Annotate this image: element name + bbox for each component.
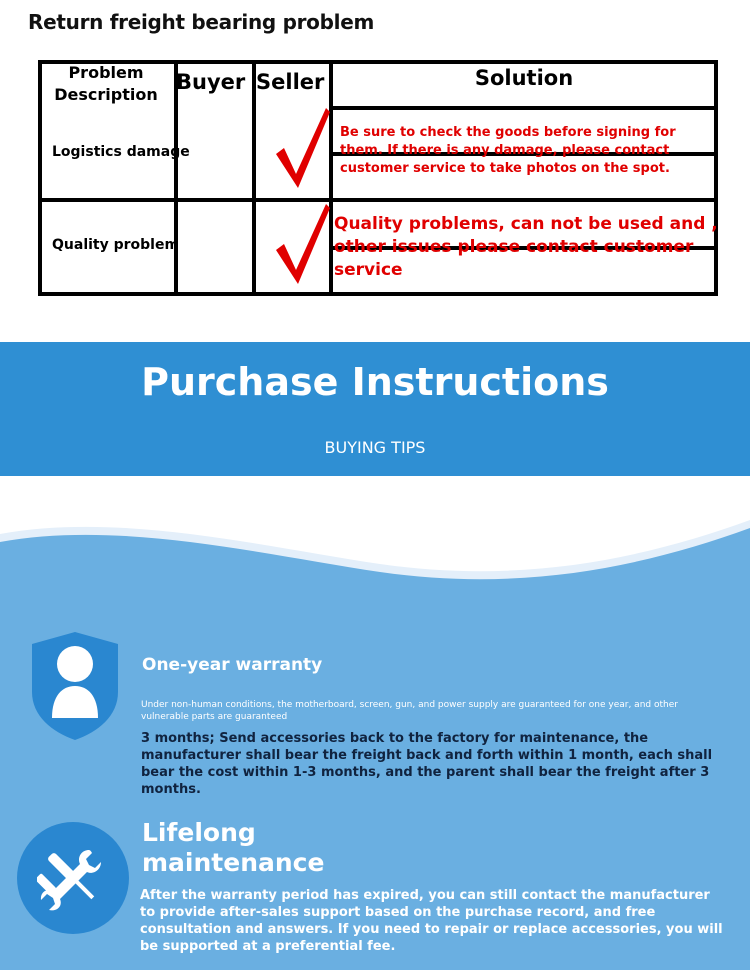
header-problem-description: Problem Description [54,63,158,104]
warranty-small-text: Under non-human conditions, the motherboard, screen, gun, and power supply are guaranteed for one year, and other vulnerable parts are guaranteed [141,700,678,722]
user-shield-icon [30,630,120,742]
page-title: Return freight bearing problem [28,10,375,34]
freight-table [38,60,718,296]
table-divider [174,60,178,296]
maintenance-title: Lifelong maintenance [142,818,325,877]
table-divider [330,106,718,110]
banner-subtitle: BUYING TIPS [324,438,426,457]
maintenance-body: After the warranty period has expired, you can still contact the manufacturer to provide after-sales support based on the purchase record, and free consultation and answers. If you need to repair or replace accessories, you will be supported at a preferential fee. [140,888,723,954]
warranty-body: 3 months; Send accessories back to the factory for maintenance, the manufacturer shall bear the freight back and forth within 1 month, each shall bear the cost within 1-3 months, and the parent shall bear the freight after 3 months. [141,731,713,797]
purchase-instructions-banner [0,342,750,476]
header-buyer: Buyer [176,70,246,94]
header-seller: Seller [256,70,325,94]
row-solution-quality: Quality problems, can not be used and , other issues please contact customer service [334,214,718,280]
table-divider [38,198,718,202]
row-solution-logistics: Be sure to check the goods before signing for them. If there is any damage, please contact customer service to take photos on the spot. [340,125,676,176]
table-divider [252,60,256,296]
check-icon [270,200,332,286]
header-solution: Solution [474,66,574,90]
banner-title: Purchase Instructions [141,360,609,404]
check-icon [270,104,332,190]
row-problem-quality: Quality problem [52,237,180,253]
row-problem-logistics: Logistics damage [52,144,190,160]
wrench-screwdriver-icon [37,842,109,914]
warranty-title: One-year warranty [142,655,323,675]
